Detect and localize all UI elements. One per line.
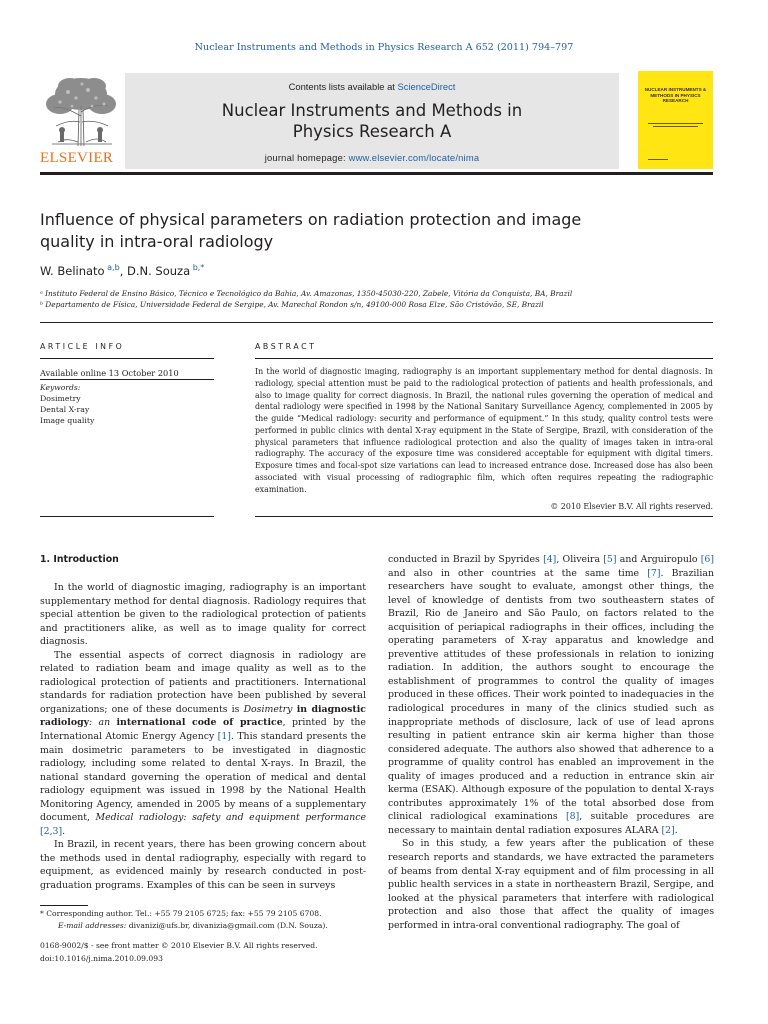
publisher-logo[interactable]: [40, 70, 124, 168]
abstract-copyright: © 2010 Elsevier B.V. All rights reserved.: [550, 502, 713, 511]
citation-link[interactable]: [4]: [543, 554, 557, 565]
author-list: W. Belinato $^{a,b}$, D.N. Souza $^{b,*}$: [40, 263, 205, 278]
paragraph: conducted in Brazil by Spyrides [4], Oliveira [5] and Arguiropulo [6] and also in other countries at the same time [7]. Brazilian researchers have sought to evaluate, amongst other things, the level of knowledge of dentists from two southeastern states of Brazil, Rio de Janeiro and São Paulo, on factors related to the acquisition of periapical radiographs in their offices, including the operating parameters of X-ray apparatus and knowledge and preventive attitudes of these professionals in relation to ionizing radiation. In addition, the authors sought to encourage the establishment of programmes to control the quality of images produced in these offices. Their work pointed to inadequacies in the radiological procedures in many of the clinics studied such as inappropriate methods of disclosure, lack of use of lead aprons resulting in patient entrance skin air kerma higher than those considered adequate. The authors also showed that adherence to a programme of quality control has enabled an improvement in the quality of images produced and a reduction in entrance skin air kerma (ESAK). Although exposure of the population to dental X-rays contributes approximately 1% of the total absorbed dose from clinical radiological examinations [8], suitable procedures are necessary to maintain dental radiation exposures ALARA [2].: [388, 554, 714, 836]
citation-link[interactable]: [6]: [700, 554, 714, 565]
sciencedirect-link[interactable]: ScienceDirect: [397, 81, 456, 92]
abstract-text: In the world of diagnostic imaging, radiography is an important supplementary method for dental diagnosis. In radiology, special attention must be paid to the radiological protection of patients and health professionals, and also to image quality for correct diagnosis. In Brazil, the national rules governing the operation of medical and dental radiology were specified in 1998 by the National Sanitary Surveillance Agency, complemented in 2005 by the guide “Medical radiology: security and performance of equipment.” In this study, quality control tests were performed in public clinics with dental X-ray equipment in the State of Sergipe, Brazil, with consideration of the physical parameters that influence radiological protection and also the quality of images taken in intra-oral radiography. The accuracy of the exposure time was considered acceptable for equipment with digital timers. Exposure times and focal-spot size variations can lead to increased entrance dose. Increased dose has also been associated with visual processing of radiographic film, which often requires repeating the radiographic examination.: [255, 367, 713, 494]
abstract-bottom-rule: [255, 516, 713, 517]
available-online: Available online 13 October 2010: [40, 368, 179, 378]
body-column-right: [388, 553, 714, 932]
paragraph: The essential aspects of correct diagnosis in radiology are related to radiation beam and image quality as well as to the radiological protection of patients and practitioners. International standards for radiation protection have been published by several organizations; one of these documents is Dosimetry in diagnostic radiology: an international code of practice, printed by the International Atomic Energy Agency [1]. This standard presents the main dosimetric parameters to be investigated in diagnostic radiology, including some related to dental X-rays. In Brazil, the national standard governing the operation of medical and dental radiology equipment was issued in 1998 by the National Health Monitoring Agency, amended in 2005 by means of a supplementary document, Medical radiology: safety and equipment performance [2,3].: [40, 649, 366, 837]
paragraph: In Brazil, in recent years, there has been growing concern about the methods used in dental radiography, especially with regard to equipment, as evidenced mainly by research conducted in post-graduation programs. Examples of this can be seen in surveys: [40, 839, 366, 892]
email-links[interactable]: divanizi@ufs.br, divanizia@gmail.com (D.N. Souza).: [128, 920, 328, 930]
body-column-left: [40, 581, 366, 893]
journal-homepage-link[interactable]: www.elsevier.com/locate/nima: [348, 152, 480, 163]
keyword[interactable]: Dental X-ray: [40, 405, 90, 414]
section-heading-introduction: 1. Introduction: [40, 554, 119, 565]
author-name[interactable]: W. Belinato: [40, 263, 105, 278]
running-head[interactable]: Nuclear Instruments and Methods in Physics Research A 652 (2011) 794–797: [194, 42, 574, 53]
doi-link[interactable]: doi:10.1016/j.nima.2010.09.093: [40, 953, 163, 963]
abstract-heading: ABSTRACT: [255, 342, 317, 351]
cover-title: NUCLEAR INSTRUMENTS & METHODS IN PHYSICS RESEARCH: [644, 87, 707, 104]
publication-meta: [40, 940, 318, 965]
journal-homepage: journal homepage: www.elsevier.com/locate/nima: [264, 152, 480, 163]
masthead-rule: [40, 172, 713, 175]
header-rule: [40, 322, 713, 323]
journal-masthead: [40, 70, 713, 174]
paragraph: So in this study, a few years after the publication of these research reports and standards, we have extracted the parameters of beams from dental X-ray equipment and of film processing in all public health services in a state in northeastern Brazil, Sergipe, and looked at the physical parameters that interfere with radiological protection and also those that affect the quality of images performed in intra-oral conventional radiography. The goal of: [388, 838, 714, 931]
article-info-heading: ARTICLE INFO: [40, 342, 125, 351]
affiliation-marker[interactable]: a,b: [107, 263, 120, 272]
citation-link[interactable]: [5]: [603, 554, 617, 565]
keywords-label: Keywords:: [40, 383, 81, 392]
affiliation-b: ᵇ Departamento de Física, Universidade Federal de Sergipe, Av. Marechal Rondon s/n, 49100-000 Rosa Elze, São Cristóvão, SE, Brazil: [40, 300, 544, 309]
paragraph: In the world of diagnostic imaging, radiography is an important supplementary method for dental diagnosis. Radiology requires that special attention be given to the radiological protection of patients and practitioners alike, as well as to image quality for correct diagnosis.: [40, 582, 366, 648]
elsevier-tree-icon: [42, 76, 120, 148]
footnote-rule: [40, 905, 88, 906]
contents-line: Contents lists available at ScienceDirect: [288, 81, 456, 92]
citation-link[interactable]: [7]: [647, 567, 661, 579]
journal-cover-thumbnail[interactable]: [638, 71, 713, 169]
article-info-bottom-rule: [40, 516, 214, 517]
keyword[interactable]: Image quality: [40, 416, 95, 425]
affiliation-marker[interactable]: b,*: [192, 263, 205, 272]
author-name[interactable]: D.N. Souza: [127, 263, 191, 278]
journal-banner: [125, 73, 619, 169]
abstract-rule: [255, 358, 713, 359]
article-title: Influence of physical parameters on radiation protection and image quality in intra-oral radiology: [40, 210, 582, 251]
journal-title: Nuclear Instruments and Methods in Physics Research A: [221, 101, 523, 141]
elsevier-wordmark: ELSEVIER: [40, 150, 114, 166]
citation-link[interactable]: [2,3]: [40, 825, 63, 837]
affiliation-a: ᵃ Instituto Federal de Ensino Básico, Técnico e Tecnológico da Bahia, Av. Amazonas, 1350-45030-220, Zabele, Vitória da Conquista, BA, Brazil: [40, 289, 573, 298]
article-info-rule: [40, 358, 214, 359]
keyword[interactable]: Dosimetry: [40, 394, 81, 403]
issn-line: 0168-9002/$ - see front matter © 2010 Elsevier B.V. All rights reserved.: [40, 941, 318, 950]
corresponding-author-footnote: * Corresponding author. Tel.: +55 79 2105 6725; fax: +55 79 2105 6708. E-mail addresses: divanizi@ufs.br, divanizia@gmail.com (D.N. Souza).: [40, 909, 328, 930]
citation-link[interactable]: [2]: [661, 824, 675, 836]
article-history-rule: [40, 379, 214, 380]
citation-link[interactable]: [1]: [217, 731, 231, 743]
citation-link[interactable]: [8]: [565, 811, 580, 823]
